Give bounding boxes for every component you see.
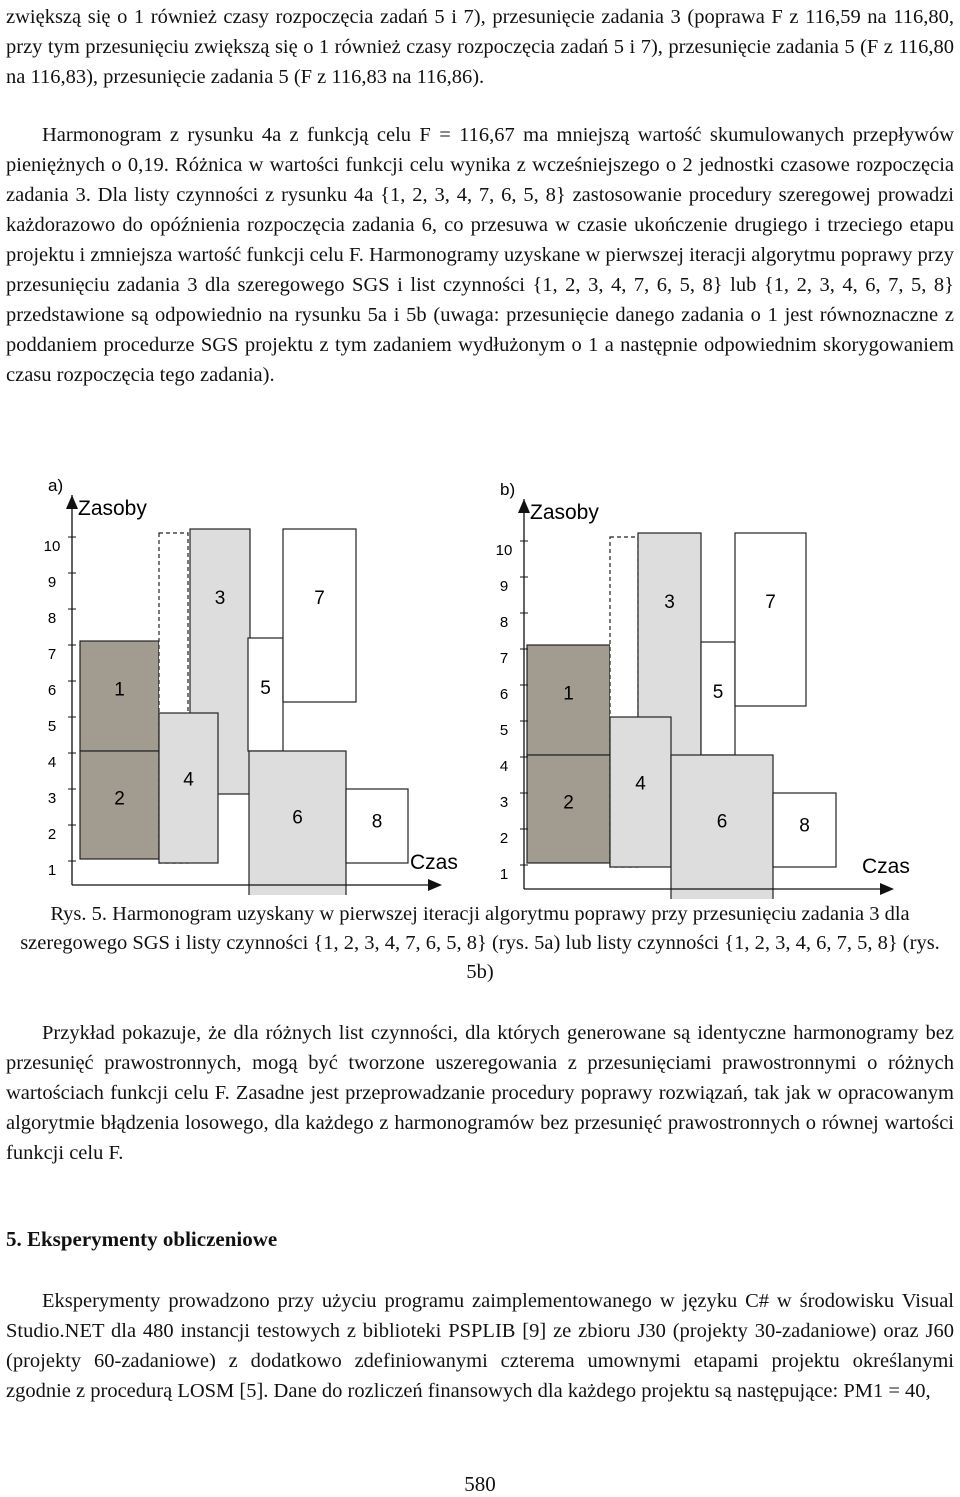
y-tick-label: 10	[43, 538, 61, 555]
paragraph-eksperymenty: Eksperymenty prowadzono przy użyciu programu zaimplementowanego w języku C# w środowisku Visual Studio.NET dla 480 instancji testowych z biblioteki PSPLIB [9] ze zbioru J30 (projekty 30-zadaniowe) oraz J60 (projekty 60-zadaniowe) z dodatkowo zdefiniowanymi czterema umownymi etapami projektu określanymi zgodnie z procedurą LOSM [5]. Dane do rozliczeń finansowych dla każdego projektu są następujące: PM1 = 40,	[6, 1290, 954, 1402]
y-tick-label: 5	[499, 722, 509, 739]
task-label-4: 4	[183, 769, 194, 791]
gantt-chart-a	[0, 465, 480, 895]
x-axis-label: Czas	[862, 855, 910, 878]
task-label-6: 6	[716, 811, 728, 833]
task-label-3: 3	[214, 588, 226, 610]
paragraph-przyklad: Przykład pokazuje, że dla różnych list czynności, dla których generowane są identyczne harmonogramy bez przesunięć prawostronnych, mogą być tworzone uszeregowania z przesunięciami prawostronnymi o różnych wartościach funkcji celu F. Zasadne jest przeprowadzanie procedury poprawy rozwiązań, tak jak w opracowanym algorytmie błądzenia losowego, dla każdego z harmonogramów bez przesunięć prawostronnych o równej wartości funkcji celu F.	[6, 1022, 954, 1164]
task-label-2: 2	[563, 792, 574, 814]
y-axis-arrow	[518, 499, 530, 513]
y-axis-label: Zasoby	[530, 501, 599, 524]
task-label-4: 4	[635, 773, 646, 795]
task-label-3: 3	[664, 592, 675, 614]
gantt-chart-b	[452, 469, 932, 899]
y-tick-label: 9	[499, 578, 509, 595]
y-tick-label: 4	[47, 754, 57, 771]
panel-label: b)	[500, 480, 516, 499]
y-axis-arrow	[66, 495, 78, 509]
y-axis-label: Zasoby	[78, 497, 147, 520]
task-label-1: 1	[114, 679, 125, 701]
y-tick-label: 1	[47, 862, 57, 879]
y-tick-label: 4	[499, 758, 509, 775]
y-tick-label: 3	[499, 794, 509, 811]
y-tick-label: 8	[499, 614, 509, 631]
task-label-8: 8	[371, 811, 383, 833]
y-tick-label: 2	[499, 830, 509, 847]
panel-label: a)	[48, 476, 64, 495]
x-axis-label: Czas	[410, 851, 458, 874]
paragraph-harmonogram: Harmonogram z rysunku 4a z funkcją celu F = 116,67 ma mniejszą wartość skumulowanych przepływów pieniężnych o 0,19. Różnica w wartości funkcji celu wynika z wcześniejszego o 2 jednostki czasowe rozpoczęcia zadania 3. Dla listy czynności z rysunku 4a {1, 2, 3, 4, 7, 6, 5, 8} zastosowanie procedury szeregowej prowadzi każdorazowo do opóźnienia rozpoczęcia zadania 6, co przesuwa w czasie ukończenie drugiego i trzeciego etapu projektu i zmniejsza wartość funkcji celu F. Harmonogramy uzyskane w pierwszej iteracji algorytmu poprawy przy przesunięciu zadania 3 dla szeregowego SGS i list czynności {1, 2, 3, 4, 7, 6, 5, 8} lub {1, 2, 3, 4, 6, 7, 5, 8} przedstawione są odpowiednio na rysunku 5a i 5b (uwaga: przesunięcie danego zadania o 1 jest równoznaczne z poddaniem procedurze SGS projektu z tym zadaniem wydłużonym o 1 a następnie odpowiednim skorygowaniem czasu rozpoczęcia tego zadania).	[6, 124, 954, 386]
task-label-5: 5	[260, 677, 271, 699]
task-label-7: 7	[314, 588, 325, 610]
task-label-8: 8	[799, 815, 810, 837]
y-tick-label: 6	[47, 682, 57, 699]
section-heading: 5. Eksperymenty obliczeniowe	[6, 1227, 278, 1251]
y-tick-label: 6	[499, 686, 509, 703]
x-axis-arrow	[428, 879, 442, 891]
task-block-7	[735, 533, 806, 706]
task-label-2: 2	[114, 788, 125, 810]
task-label-5: 5	[712, 681, 724, 703]
task-block-7	[283, 529, 356, 702]
y-tick-label: 2	[47, 826, 57, 843]
y-tick-label: 10	[495, 542, 513, 559]
paragraph-continuation: zwiększą się o 1 również czasy rozpoczęcia zadań 5 i 7), przesunięcie zadania 3 (poprawa F z 116,59 na 116,80, przy tym przesunięciu zwiększą się o 1 również czasy rozpoczęcia zadań 5 i 7), przesunięcie zadania 5 (F z 116,80 na 116,83), przesunięcie zadania 5 (F z 116,83 na 116,86).	[6, 6, 954, 88]
task-label-6: 6	[292, 807, 303, 829]
task-label-1: 1	[563, 683, 574, 705]
figure-caption: Rys. 5. Harmonogram uzyskany w pierwszej iteracji algorytmu poprawy przy przesunięciu zadania 3 dla szeregowego SGS i listy czynności {1, 2, 3, 4, 7, 6, 5, 8} (rys. 5a) lub listy czynności {1, 2, 3, 4, 6, 7, 5, 8} (rys. 5b)	[20, 903, 940, 983]
y-tick-label: 8	[47, 610, 57, 627]
x-axis-arrow	[880, 883, 894, 895]
y-tick-label: 5	[47, 718, 57, 735]
y-tick-label: 7	[499, 650, 509, 667]
y-tick-label: 3	[47, 790, 57, 807]
y-tick-label: 7	[47, 646, 57, 663]
task-label-7: 7	[765, 592, 776, 614]
page-number: 580	[464, 1472, 496, 1496]
y-tick-label: 9	[47, 574, 57, 591]
y-tick-label: 1	[499, 866, 509, 883]
